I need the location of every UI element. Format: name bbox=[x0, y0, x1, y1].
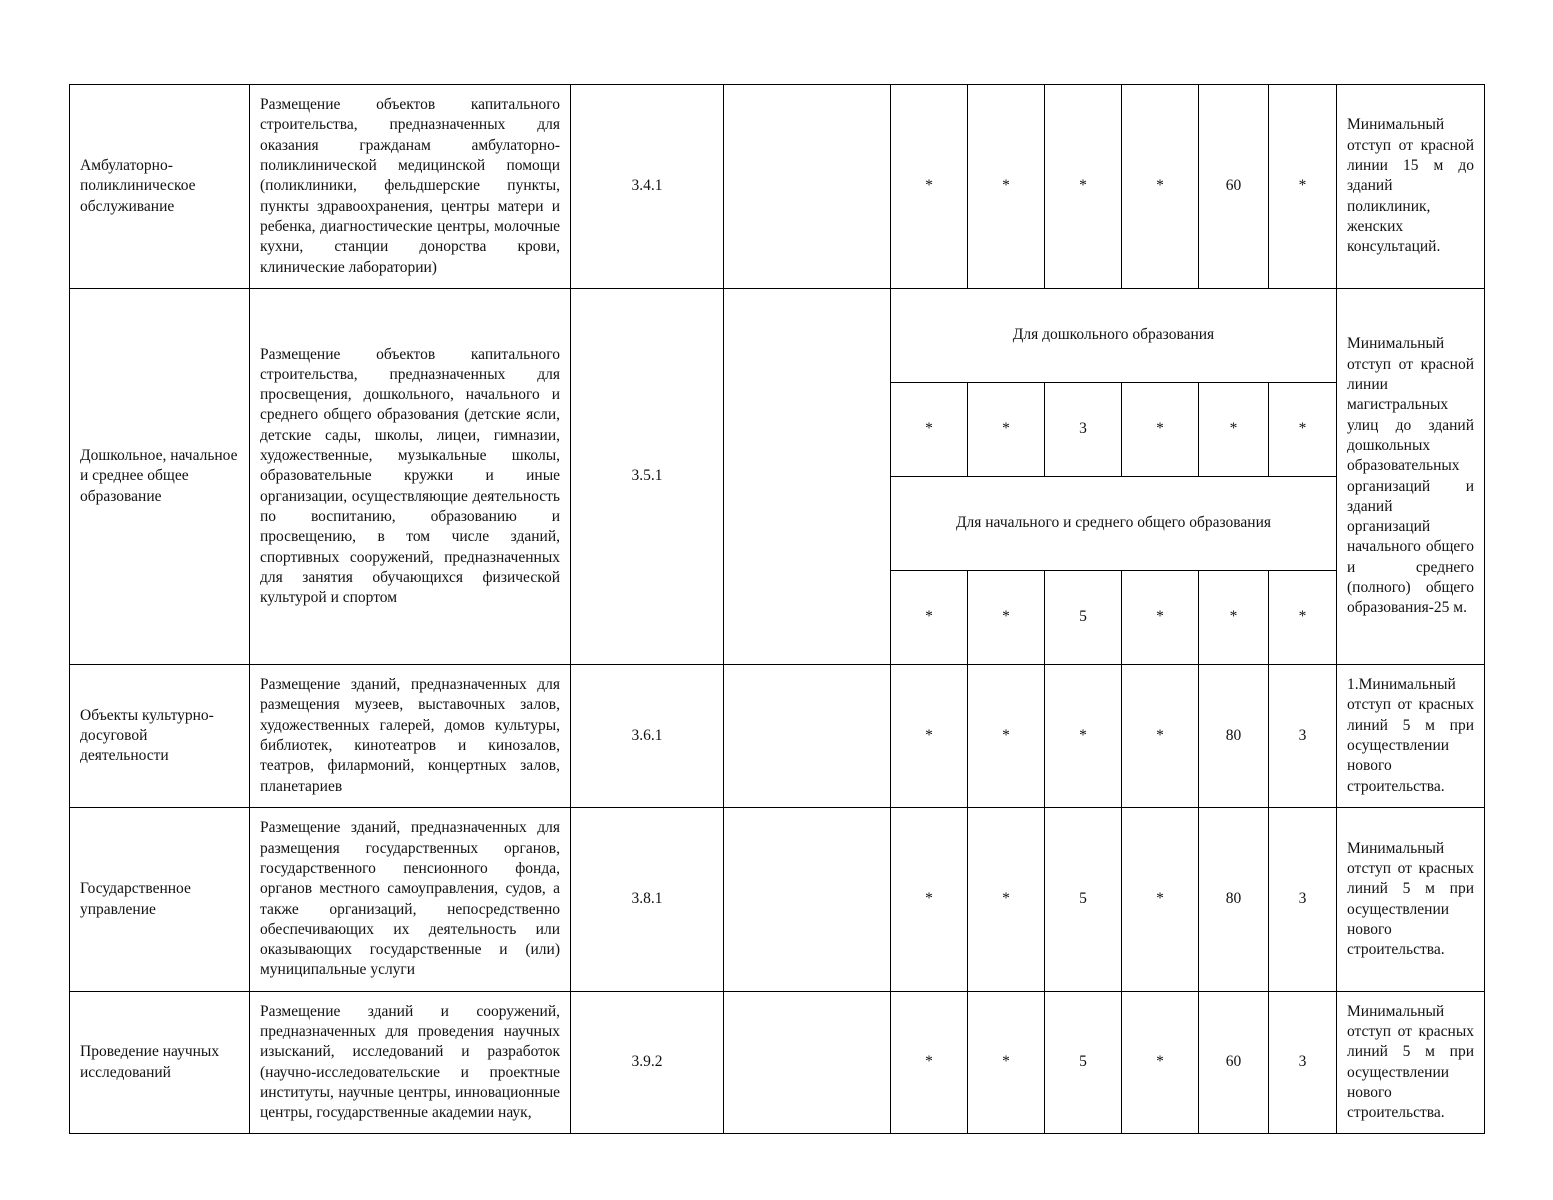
empty-cell bbox=[724, 665, 891, 808]
param-value: 60 bbox=[1199, 992, 1269, 1134]
land-use-name: Дошкольное, начальное и среднее общее образование bbox=[70, 289, 250, 665]
land-use-description: Размещение зданий и сооружений, предназначенных для проведения научных изысканий, исследований и разработок (научно-исследовательские и проектные институты, научные центры, инновационные центры, государственные академии наук, bbox=[250, 992, 571, 1134]
land-use-code: 3.4.1 bbox=[571, 85, 724, 289]
param-value: 3 bbox=[1045, 383, 1122, 477]
param-value: * bbox=[968, 571, 1045, 665]
param-value: 80 bbox=[1199, 808, 1269, 992]
land-use-code: 3.9.2 bbox=[571, 992, 724, 1134]
param-value: * bbox=[1122, 85, 1199, 289]
param-value: * bbox=[891, 85, 968, 289]
land-use-name: Амбулаторно-поликлиническое обслуживание bbox=[70, 85, 250, 289]
land-use-description: Размещение зданий, предназначенных для размещения государственных органов, государственного пенсионного фонда, органов местного самоуправления, судов, а также организаций, непосредственно обеспечивающих их деятельность или оказывающих государственные и (или) муниципальные услуги bbox=[250, 808, 571, 992]
param-value: * bbox=[968, 808, 1045, 992]
param-value: 5 bbox=[1045, 992, 1122, 1134]
param-value: 3 bbox=[1269, 808, 1337, 992]
param-value: * bbox=[1269, 85, 1337, 289]
param-value: * bbox=[1122, 992, 1199, 1134]
land-use-description: Размещение объектов капитального строительства, предназначенных для оказания гражданам амбулаторно-поликлинической медицинской помощи (поликлиники, фельдшерские пункты, пункты здравоохранения, центры матери и ребенка, диагностические центры, молочные кухни, станции донорства крови, клинические лаборатории) bbox=[250, 85, 571, 289]
table-row bbox=[70, 289, 1485, 383]
land-use-description: Размещение объектов капитального строительства, предназначенных для просвещения, дошкольного, начального и среднего общего образования (детские ясли, детские сады, школы, лицеи, гимназии, художественные, музыкальные школы, образовательные кружки и иные организации, осуществляющие деятельность по воспитанию, образованию и просвещению, в том числе зданий, спортивных сооружений, предназначенных для занятия обучающихся физической культурой и спортом bbox=[250, 289, 571, 665]
restriction-note: Минимальный отступ от красных линий 5 м при осуществлении нового строительства. bbox=[1337, 808, 1485, 992]
empty-cell bbox=[724, 808, 891, 992]
land-use-code: 3.5.1 bbox=[571, 289, 724, 665]
restriction-note: 1.Минимальный отступ от красных линий 5 м при осуществлении нового строительства. bbox=[1337, 665, 1485, 808]
param-value: * bbox=[1199, 383, 1269, 477]
param-value: 3 bbox=[1269, 665, 1337, 808]
param-value: 60 bbox=[1199, 85, 1269, 289]
regulations-table bbox=[69, 84, 1485, 1134]
param-value: * bbox=[1045, 85, 1122, 289]
param-value: * bbox=[968, 665, 1045, 808]
land-use-name: Проведение научных исследований bbox=[70, 992, 250, 1134]
table-row bbox=[70, 665, 1485, 808]
restriction-note: Минимальный отступ от красной линии 15 м до зданий поликлиник, женских консультаций. bbox=[1337, 85, 1485, 289]
param-value: * bbox=[1122, 808, 1199, 992]
restriction-note: Минимальный отступ от красных линий 5 м при осуществлении нового строительства. bbox=[1337, 992, 1485, 1134]
param-value: * bbox=[891, 383, 968, 477]
empty-cell bbox=[724, 289, 891, 665]
table-row bbox=[70, 85, 1485, 289]
param-value: 3 bbox=[1269, 992, 1337, 1134]
param-value: * bbox=[968, 85, 1045, 289]
table-row bbox=[70, 992, 1485, 1134]
land-use-code: 3.6.1 bbox=[571, 665, 724, 808]
subgroup-title: Для дошкольного образования bbox=[891, 289, 1337, 383]
empty-cell bbox=[724, 992, 891, 1134]
param-value: * bbox=[968, 992, 1045, 1134]
param-value: 5 bbox=[1045, 571, 1122, 665]
param-value: * bbox=[1122, 571, 1199, 665]
land-use-name: Объекты культурно-досуговой деятельности bbox=[70, 665, 250, 808]
param-value: 80 bbox=[1199, 665, 1269, 808]
land-use-description: Размещение зданий, предназначенных для размещения музеев, выставочных залов, художественных галерей, домов культуры, библиотек, кинотеатров и кинозалов, театров, филармоний, концертных залов, планетариев bbox=[250, 665, 571, 808]
param-value: * bbox=[891, 808, 968, 992]
param-value: * bbox=[1045, 665, 1122, 808]
param-value: 5 bbox=[1045, 808, 1122, 992]
param-value: * bbox=[1122, 665, 1199, 808]
param-value: * bbox=[891, 665, 968, 808]
param-value: * bbox=[1269, 571, 1337, 665]
land-use-code: 3.8.1 bbox=[571, 808, 724, 992]
land-use-name: Государственное управление bbox=[70, 808, 250, 992]
param-value: * bbox=[1269, 383, 1337, 477]
empty-cell bbox=[724, 85, 891, 289]
param-value: * bbox=[968, 383, 1045, 477]
restriction-note: Минимальный отступ от красной линии магистральных улиц до зданий дошкольных образовательных организаций и зданий организаций начального общего и среднего (полного) общего образования-25 м. bbox=[1337, 289, 1485, 665]
subgroup-title: Для начального и среднего общего образования bbox=[891, 477, 1337, 571]
param-value: * bbox=[1122, 383, 1199, 477]
param-value: * bbox=[891, 571, 968, 665]
param-value: * bbox=[891, 992, 968, 1134]
table-row bbox=[70, 808, 1485, 992]
param-value: * bbox=[1199, 571, 1269, 665]
